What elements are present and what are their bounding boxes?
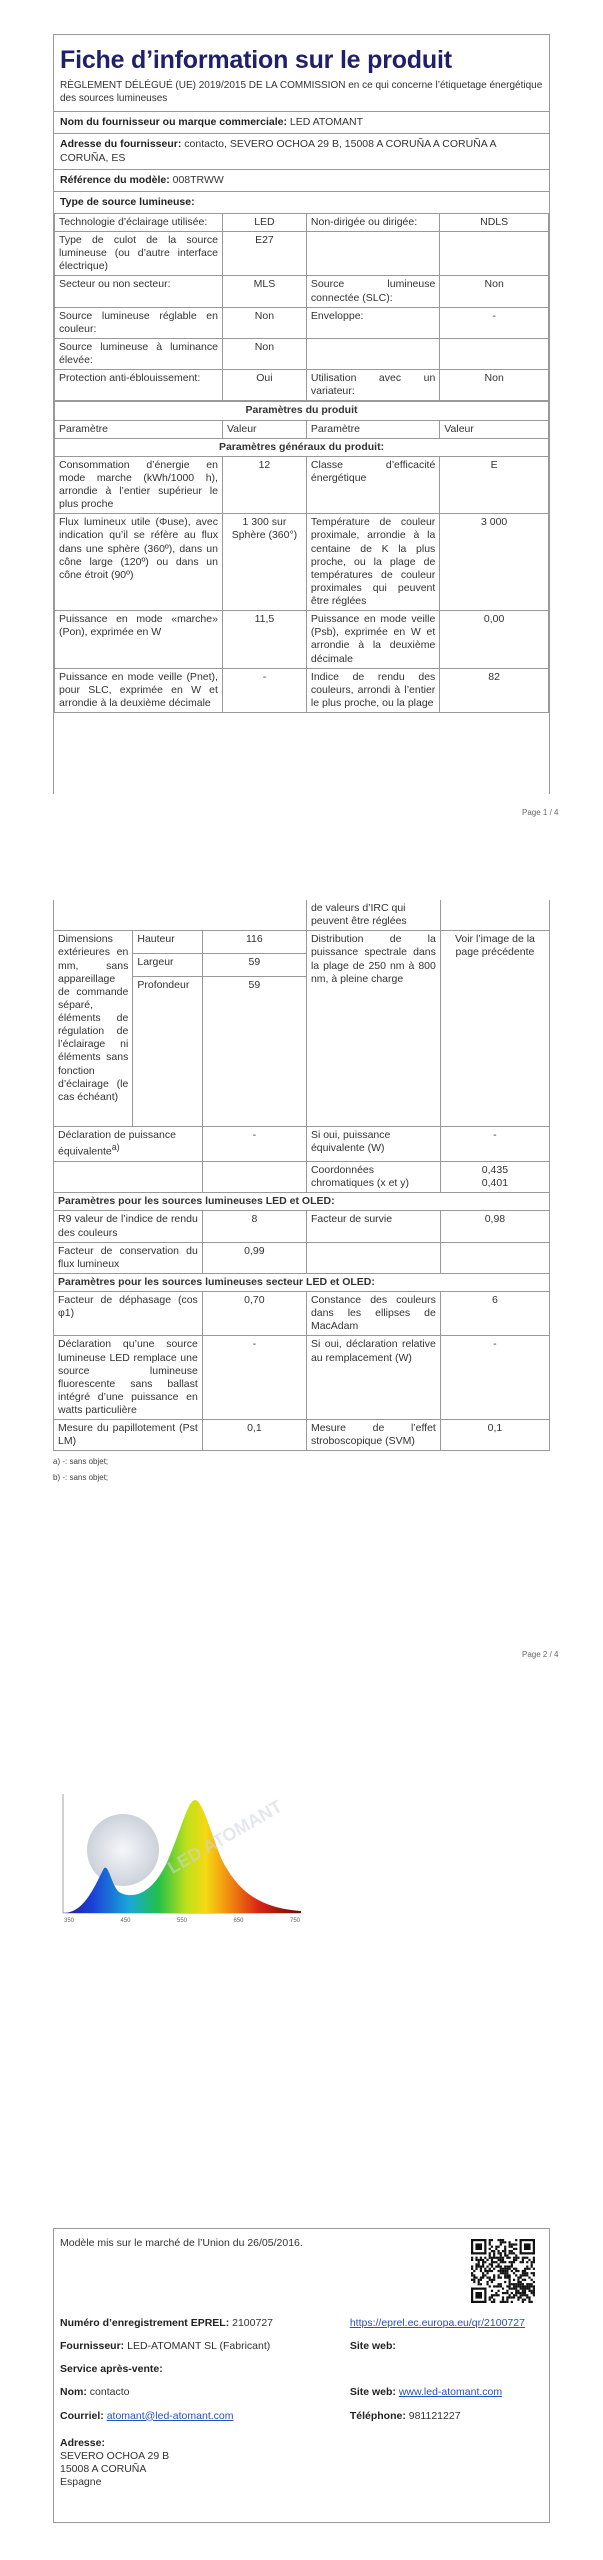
- general-value: 1 300 sur Sphère (360°): [222, 514, 306, 611]
- eprel-link[interactable]: https://eprel.ec.europa.eu/qr/2100727: [349, 2317, 525, 2329]
- led-label: Facteur de conservation du flux lumineux: [54, 1242, 203, 1273]
- x-tick-label: 650: [233, 1918, 244, 1924]
- chromaticity-label: Coordonnées chromatiques (x et y): [306, 1162, 440, 1193]
- dim-width-label: Largeur: [133, 954, 202, 977]
- source-label: Protection anti-éblouissement:: [55, 370, 223, 401]
- adresse-label: Adresse:: [60, 2436, 105, 2449]
- source-label: Source lumineuse à luminance élevée:: [55, 338, 223, 369]
- source-value: Oui: [222, 370, 306, 401]
- source-row: [55, 213, 549, 231]
- mains-label: Mesure de l’effet stroboscopique (SVM): [306, 1420, 440, 1451]
- product-params-header: Paramètres du produit: [55, 402, 549, 420]
- source-label: [306, 338, 439, 369]
- telephone-value: 981121227: [408, 2409, 461, 2422]
- dim-depth-value: 59: [202, 977, 306, 1127]
- model-row: Référence du modèle: 008TRWW: [54, 169, 549, 191]
- mains-row: [54, 1292, 550, 1336]
- general-label: Puissance en mode veille (Psb), exprimée en W et arrondie à la deuxième décimale: [306, 611, 439, 669]
- email-link[interactable]: atomant@led-atomant.com: [106, 2409, 234, 2422]
- equiv-power-value: -: [440, 1127, 549, 1162]
- general-label: Puissance en mode «marche» (Pon), exprimée en W: [55, 611, 223, 669]
- qr-code-icon[interactable]: [471, 2239, 535, 2303]
- fournisseur-label: Fournisseur:: [60, 2340, 125, 2353]
- general-label: Consommation d’énergie en mode marche (kWh/1000 h), arrondie à l’entier supérieur le plus proche: [55, 456, 223, 514]
- general-label: Classe d’efficacité énergétique: [306, 456, 439, 514]
- address-row: Adresse du fournisseur: contacto, SEVERO OCHOA 29 B, 15008 A CORUÑA A CORUÑA A CORUÑA, ES: [54, 133, 549, 168]
- note-a: a) -: sans objet;: [53, 1457, 109, 1467]
- mains-label: Si oui, déclaration relative au remplacement (W): [306, 1336, 440, 1420]
- x-tick-label: 550: [176, 1918, 188, 1924]
- cri-continued: de valeurs d’IRC qui peuvent être réglées: [306, 900, 440, 931]
- led-row: [54, 1242, 550, 1273]
- general-value: 11,5: [222, 611, 306, 669]
- col-header: Paramètre: [306, 420, 439, 438]
- source-value: Non: [222, 307, 306, 338]
- page-1: [53, 34, 550, 794]
- led-value: 0,99: [202, 1242, 306, 1273]
- source-row: [55, 307, 549, 338]
- nom-value: contacto: [89, 2386, 130, 2399]
- mains-label: Déclaration qu’une source lumineuse LED remplace une source lumineuse fluorescente sans ballast intégré d’une puissance en watts particulière: [54, 1336, 203, 1420]
- mains-label: Mesure du papillotement (Pst LM): [54, 1420, 203, 1451]
- adresse-line: Espagne: [60, 2476, 102, 2488]
- led-label: Facteur de survie: [306, 1211, 440, 1242]
- mains-value: 6: [440, 1292, 549, 1336]
- page-2: [53, 900, 550, 1483]
- general-label: Puissance en mode veille (Pnet), pour SLC, exprimée en W et arrondie à la deuxième décimale: [55, 668, 223, 712]
- eprel-value: 2100727: [232, 2317, 274, 2329]
- source-label: [306, 232, 439, 276]
- general-row: [55, 456, 549, 514]
- source-type-header: Type de source lumineuse:: [54, 191, 549, 213]
- supplier-value: LED ATOMANT: [289, 116, 364, 129]
- source-row: [55, 370, 549, 401]
- general-value: -: [222, 668, 306, 712]
- source-label: Source lumineuse réglable en couleur:: [55, 307, 223, 338]
- general-value: 0,00: [440, 611, 549, 669]
- x-tick-label: 750: [289, 1918, 301, 1924]
- source-type-table: [54, 213, 549, 402]
- page-number: Page 2 / 4: [522, 1650, 559, 1659]
- source-label: Enveloppe:: [306, 307, 439, 338]
- col-header: Valeur: [222, 420, 306, 438]
- mains-row: [54, 1336, 550, 1420]
- fournisseur-value: LED-ATOMANT SL (Fabricant): [127, 2340, 271, 2353]
- product-params-table: [54, 401, 549, 713]
- source-value: Non: [440, 276, 549, 307]
- product-params-continued: [53, 900, 550, 1451]
- page-number: Page 1 / 4: [522, 808, 559, 817]
- led-value: 0,98: [440, 1211, 549, 1242]
- mains-header: Paramètres pour les sources lumineuses secteur LED et OLED:: [54, 1273, 550, 1291]
- equiv-power-label: Si oui, puissance équivalente (W): [306, 1127, 440, 1162]
- source-label: Technologie d’éclairage utilisée:: [55, 213, 223, 231]
- mains-row: [54, 1420, 550, 1451]
- source-label: Utilisation avec un variateur:: [306, 370, 439, 401]
- col-header: Valeur: [440, 420, 549, 438]
- note-b: b) -: sans objet;: [53, 1473, 109, 1483]
- general-row: [55, 668, 549, 712]
- source-value: [440, 232, 549, 276]
- led-oled-header: Paramètres pour les sources lumineuses LED et OLED:: [54, 1193, 550, 1211]
- market-date: Modèle mis sur le marché de l’Union du 26/05/2016.: [60, 2237, 303, 2249]
- source-value: MLS: [222, 276, 306, 307]
- spd-value: Voir l’image de la page précédente: [440, 931, 549, 1127]
- supplier-row: Nom du fournisseur ou marque commerciale: LED ATOMANT: [54, 111, 549, 133]
- dim-depth-label: Profondeur: [133, 977, 202, 1127]
- source-row: [55, 276, 549, 307]
- source-label: Secteur ou non secteur:: [55, 276, 223, 307]
- website-link[interactable]: www.led-atomant.com: [398, 2386, 503, 2399]
- mains-value: 0,1: [440, 1420, 549, 1451]
- siteweb-label: Site web:: [349, 2340, 396, 2353]
- source-label: Type de culot de la source lumineuse (ou d’autre interface électrique): [55, 232, 223, 276]
- source-row: [55, 232, 549, 276]
- general-value: 12: [222, 456, 306, 514]
- x-tick-label: 450: [120, 1918, 131, 1924]
- mains-value: 0,1: [202, 1420, 306, 1451]
- bulb-icon: [87, 1814, 159, 1886]
- mains-value: -: [440, 1336, 549, 1420]
- general-label: Température de couleur proximale, arrondie à la centaine de K la plus proche, ou la plage de températures de couleur proximales qui peuvent être réglées: [306, 514, 439, 611]
- x-tick-label: 350: [63, 1918, 75, 1924]
- source-row: [55, 338, 549, 369]
- source-value: [440, 338, 549, 369]
- mains-label: Facteur de déphasage (cos φ1): [54, 1292, 203, 1336]
- x-tick-labels: [64, 1918, 301, 1924]
- equiv-label: Déclaration de puissance équivalente$^{a)}$: [54, 1127, 203, 1162]
- led-label: [306, 1242, 440, 1273]
- adresse-line: SEVERO OCHOA 29 B: [60, 2449, 170, 2462]
- general-value: E: [440, 456, 549, 514]
- svg-text:LED ATOMANT: LED ATOMANT: [164, 1796, 286, 1878]
- source-value: NDLS: [440, 213, 549, 231]
- general-label: Flux lumineux utile (Φuse), avec indication qu’il se réfère au flux dans une sphère (360º), dans un cône large (120º) ou dans un cône étroit (90º): [55, 514, 223, 611]
- general-label: Indice de rendu des couleurs, arrondi à l’entier le plus proche, ou la plage: [306, 668, 439, 712]
- general-row: [55, 514, 549, 611]
- siteweb-label-2: Site web:: [349, 2386, 396, 2399]
- mains-label: Constance des couleurs dans les ellipses de MacAdam: [306, 1292, 440, 1336]
- nom-label: Nom:: [60, 2386, 87, 2399]
- mains-value: -: [202, 1336, 306, 1420]
- general-params-header: Paramètres généraux du produit:: [55, 438, 549, 456]
- courriel-label: Courriel:: [60, 2409, 104, 2422]
- source-label: Non-dirigée ou dirigée:: [306, 213, 439, 231]
- source-label: Source lumineuse connectée (SLC):: [306, 276, 439, 307]
- page-title: Fiche d’information sur le produit: [60, 46, 452, 74]
- spectrum-chart: [53, 1790, 305, 1924]
- led-value: [440, 1242, 549, 1273]
- mains-value: 0,70: [202, 1292, 306, 1336]
- general-value: 82: [440, 668, 549, 712]
- dim-width-value: 59: [202, 954, 306, 977]
- source-value: Non: [440, 370, 549, 401]
- general-row: [55, 611, 549, 669]
- led-label: R9 valeur de l’indice de rendu des couleurs: [54, 1211, 203, 1242]
- registration-box: [53, 2228, 550, 2523]
- address-value: contacto, SEVERO OCHOA 29 B, 15008 A CORUÑA A CORUÑA A CORUÑA, ES: [60, 138, 496, 164]
- model-value: 008TRWW: [172, 173, 224, 186]
- chromaticity-value: 0,435 0,401: [440, 1162, 549, 1193]
- source-value: E27: [222, 232, 306, 276]
- dimensions-label: Dimensions extérieures en mm, sans appareillage de commande séparé, éléments de régulation de l’éclairage ni éléments sans fonction d’éclairage (le cas échéant): [54, 931, 133, 1127]
- telephone-label: Téléphone:: [349, 2409, 406, 2422]
- dim-height-label: Hauteur: [133, 931, 202, 954]
- regulation-text: RÈGLEMENT DÉLÉGUÉ (UE) 2019/2015 DE LA COMMISSION en ce qui concerne l’étiquetage énergétique des sources lumineuses: [60, 80, 543, 104]
- service-label: Service après-vente:: [60, 2363, 163, 2376]
- col-header: Paramètre: [55, 420, 223, 438]
- eprel-label: Numéro d’enregistrement EPREL:: [60, 2317, 230, 2329]
- spd-label: Distribution de la puissance spectrale dans la plage de 250 nm à 800 nm, à pleine charge: [306, 931, 440, 1127]
- general-value: 3 000: [440, 514, 549, 611]
- source-value: Non: [222, 338, 306, 369]
- source-value: LED: [222, 213, 306, 231]
- equiv-value: -: [202, 1127, 306, 1162]
- led-value: 8: [202, 1211, 306, 1242]
- dim-height-value: 116: [202, 931, 306, 954]
- led-row: [54, 1211, 550, 1242]
- source-value: -: [440, 307, 549, 338]
- adresse-line: 15008 A CORUÑA: [60, 2462, 147, 2475]
- spectrum-image: [53, 1790, 305, 1924]
